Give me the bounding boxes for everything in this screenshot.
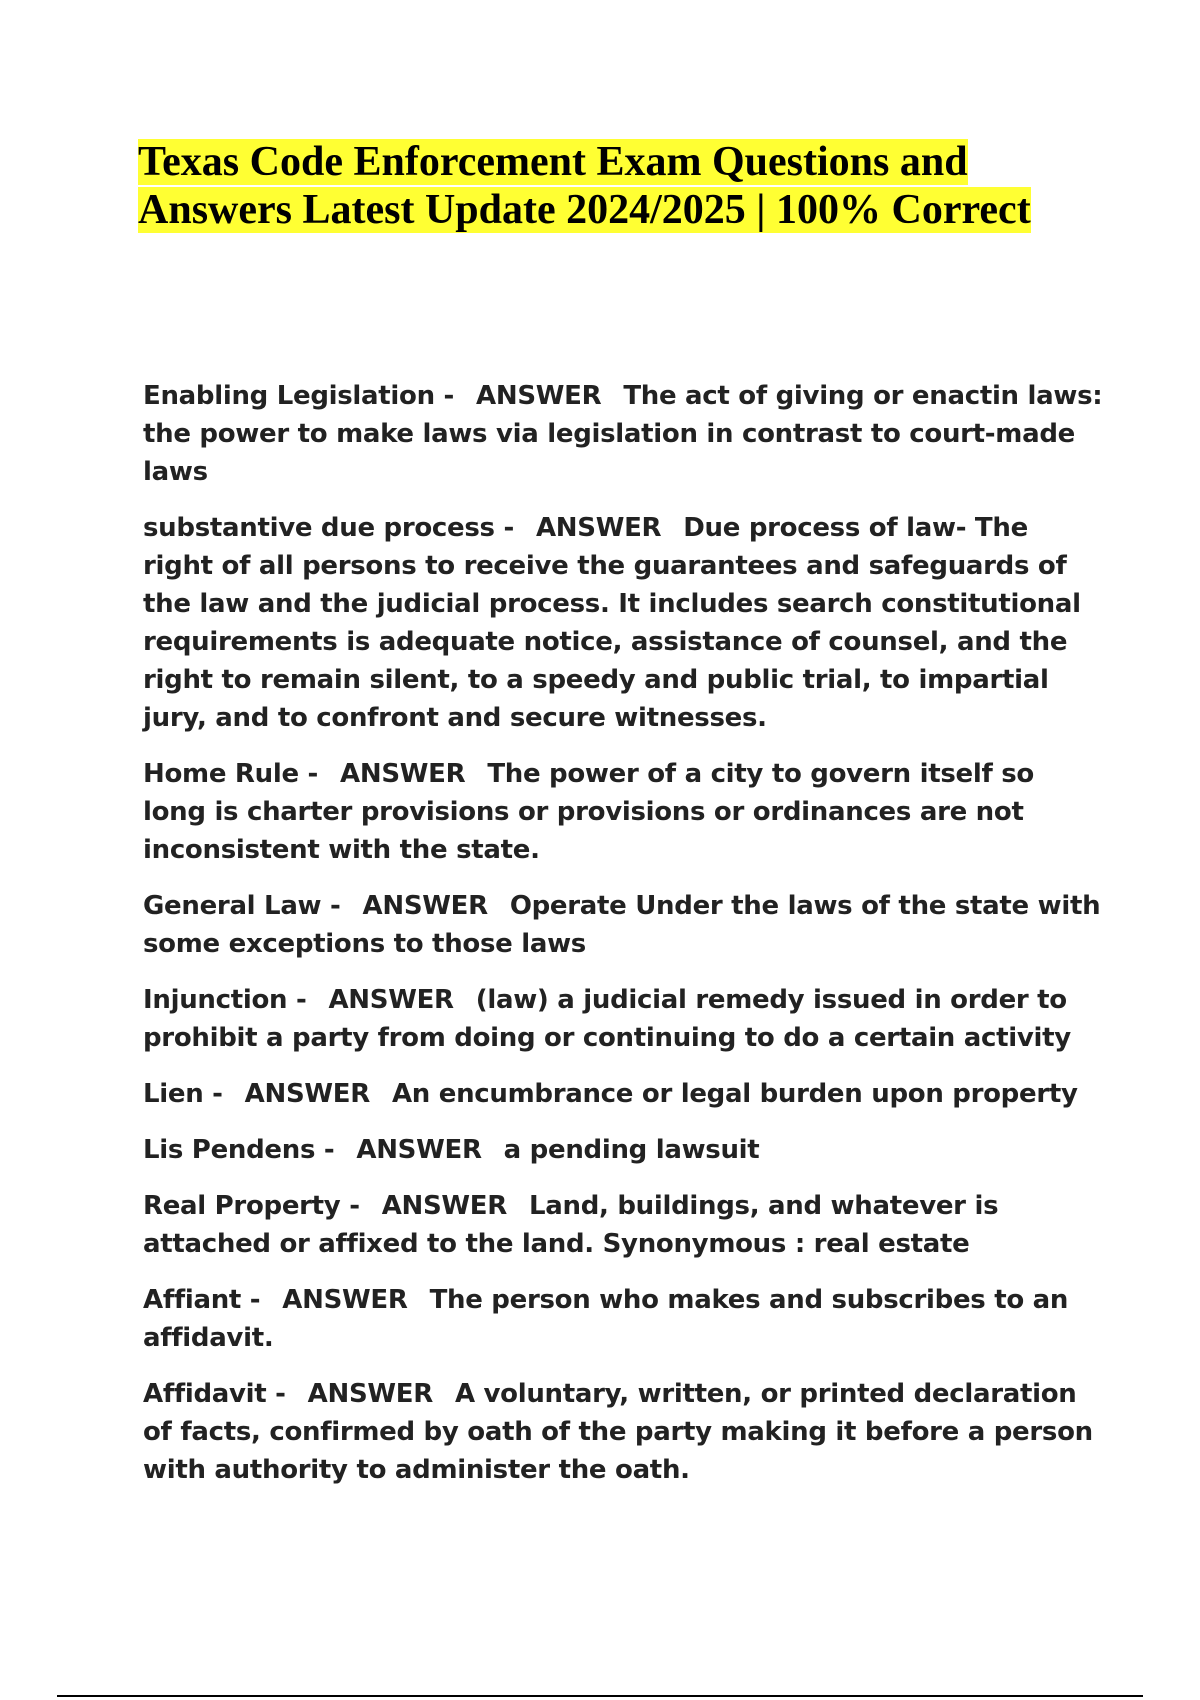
qa-entry — [143, 1131, 1103, 1169]
answer-marker: ANSWER — [307, 1379, 433, 1409]
answer-marker: ANSWER — [356, 1135, 482, 1165]
definition: Land, buildings, and whatever is attached or affixed to the land. Synonymous : real estate — [143, 1191, 999, 1259]
answer-marker: ANSWER — [340, 759, 466, 789]
qa-entry — [143, 981, 1103, 1057]
definition: The act of giving or enactin laws: the power to make laws via legislation in contrast to court-made laws — [143, 381, 1103, 487]
answer-marker: ANSWER — [535, 513, 662, 543]
definition: The person who makes and subscribes to an affidavit. — [143, 1285, 1069, 1353]
qa-list — [143, 377, 1103, 1507]
definition: Operate Under the laws of the state with some exceptions to those laws — [143, 891, 1101, 959]
qa-entry — [143, 1075, 1103, 1113]
qa-entry — [143, 887, 1103, 963]
term: Affiant - — [143, 1285, 261, 1315]
term: Enabling Legislation - — [143, 381, 455, 411]
answer-marker: ANSWER — [328, 985, 454, 1015]
term: Real Property - — [143, 1191, 360, 1221]
definition: The power of a city to govern itself so long is charter provisions or provisions or ordinances are not inconsistent with the state. — [143, 759, 1034, 865]
document-title — [138, 138, 1098, 234]
qa-entry — [143, 1187, 1103, 1263]
term: Lien - — [143, 1079, 223, 1109]
qa-entry — [143, 377, 1103, 491]
qa-entry — [143, 755, 1103, 869]
qa-entry — [143, 509, 1103, 737]
answer-marker: ANSWER — [381, 1191, 507, 1221]
answer-marker: ANSWER — [244, 1079, 370, 1109]
answer-marker: ANSWER — [282, 1285, 408, 1315]
qa-entry — [143, 1281, 1103, 1357]
answer-marker: ANSWER — [476, 381, 602, 411]
answer-marker: ANSWER — [362, 891, 488, 921]
term: General Law - — [143, 891, 341, 921]
title-highlight: Texas Code Enforcement Exam Questions and Answers Latest Update 2024/2025 | 100% Correct — [138, 139, 1031, 233]
term: Home Rule - — [143, 759, 319, 789]
definition: Due process of law- The right of all persons to receive the guarantees and safeguards of the law and the judicial process. It includes search constitutional requirements is adequate notice, assistance of counsel, and the right to remain silent, to a speedy and public trial, to impartial jury, and to confront and secure witnesses. — [143, 513, 1081, 733]
qa-entry — [143, 1375, 1103, 1489]
term: Lis Pendens - — [143, 1135, 335, 1165]
definition: a pending lawsuit — [503, 1135, 760, 1165]
footer-divider — [57, 1695, 1143, 1697]
term: Injunction - — [143, 985, 307, 1015]
definition: (law) a judicial remedy issued in order to prohibit a party from doing or continuing to do a certain activity — [143, 985, 1071, 1053]
term: Affidavit - — [143, 1379, 286, 1409]
term: substantive due process - — [143, 513, 514, 543]
definition: An encumbrance or legal burden upon property — [391, 1079, 1078, 1109]
definition: A voluntary, written, or printed declaration of facts, confirmed by oath of the party making it before a person with authority to administer the oath. — [143, 1379, 1093, 1485]
